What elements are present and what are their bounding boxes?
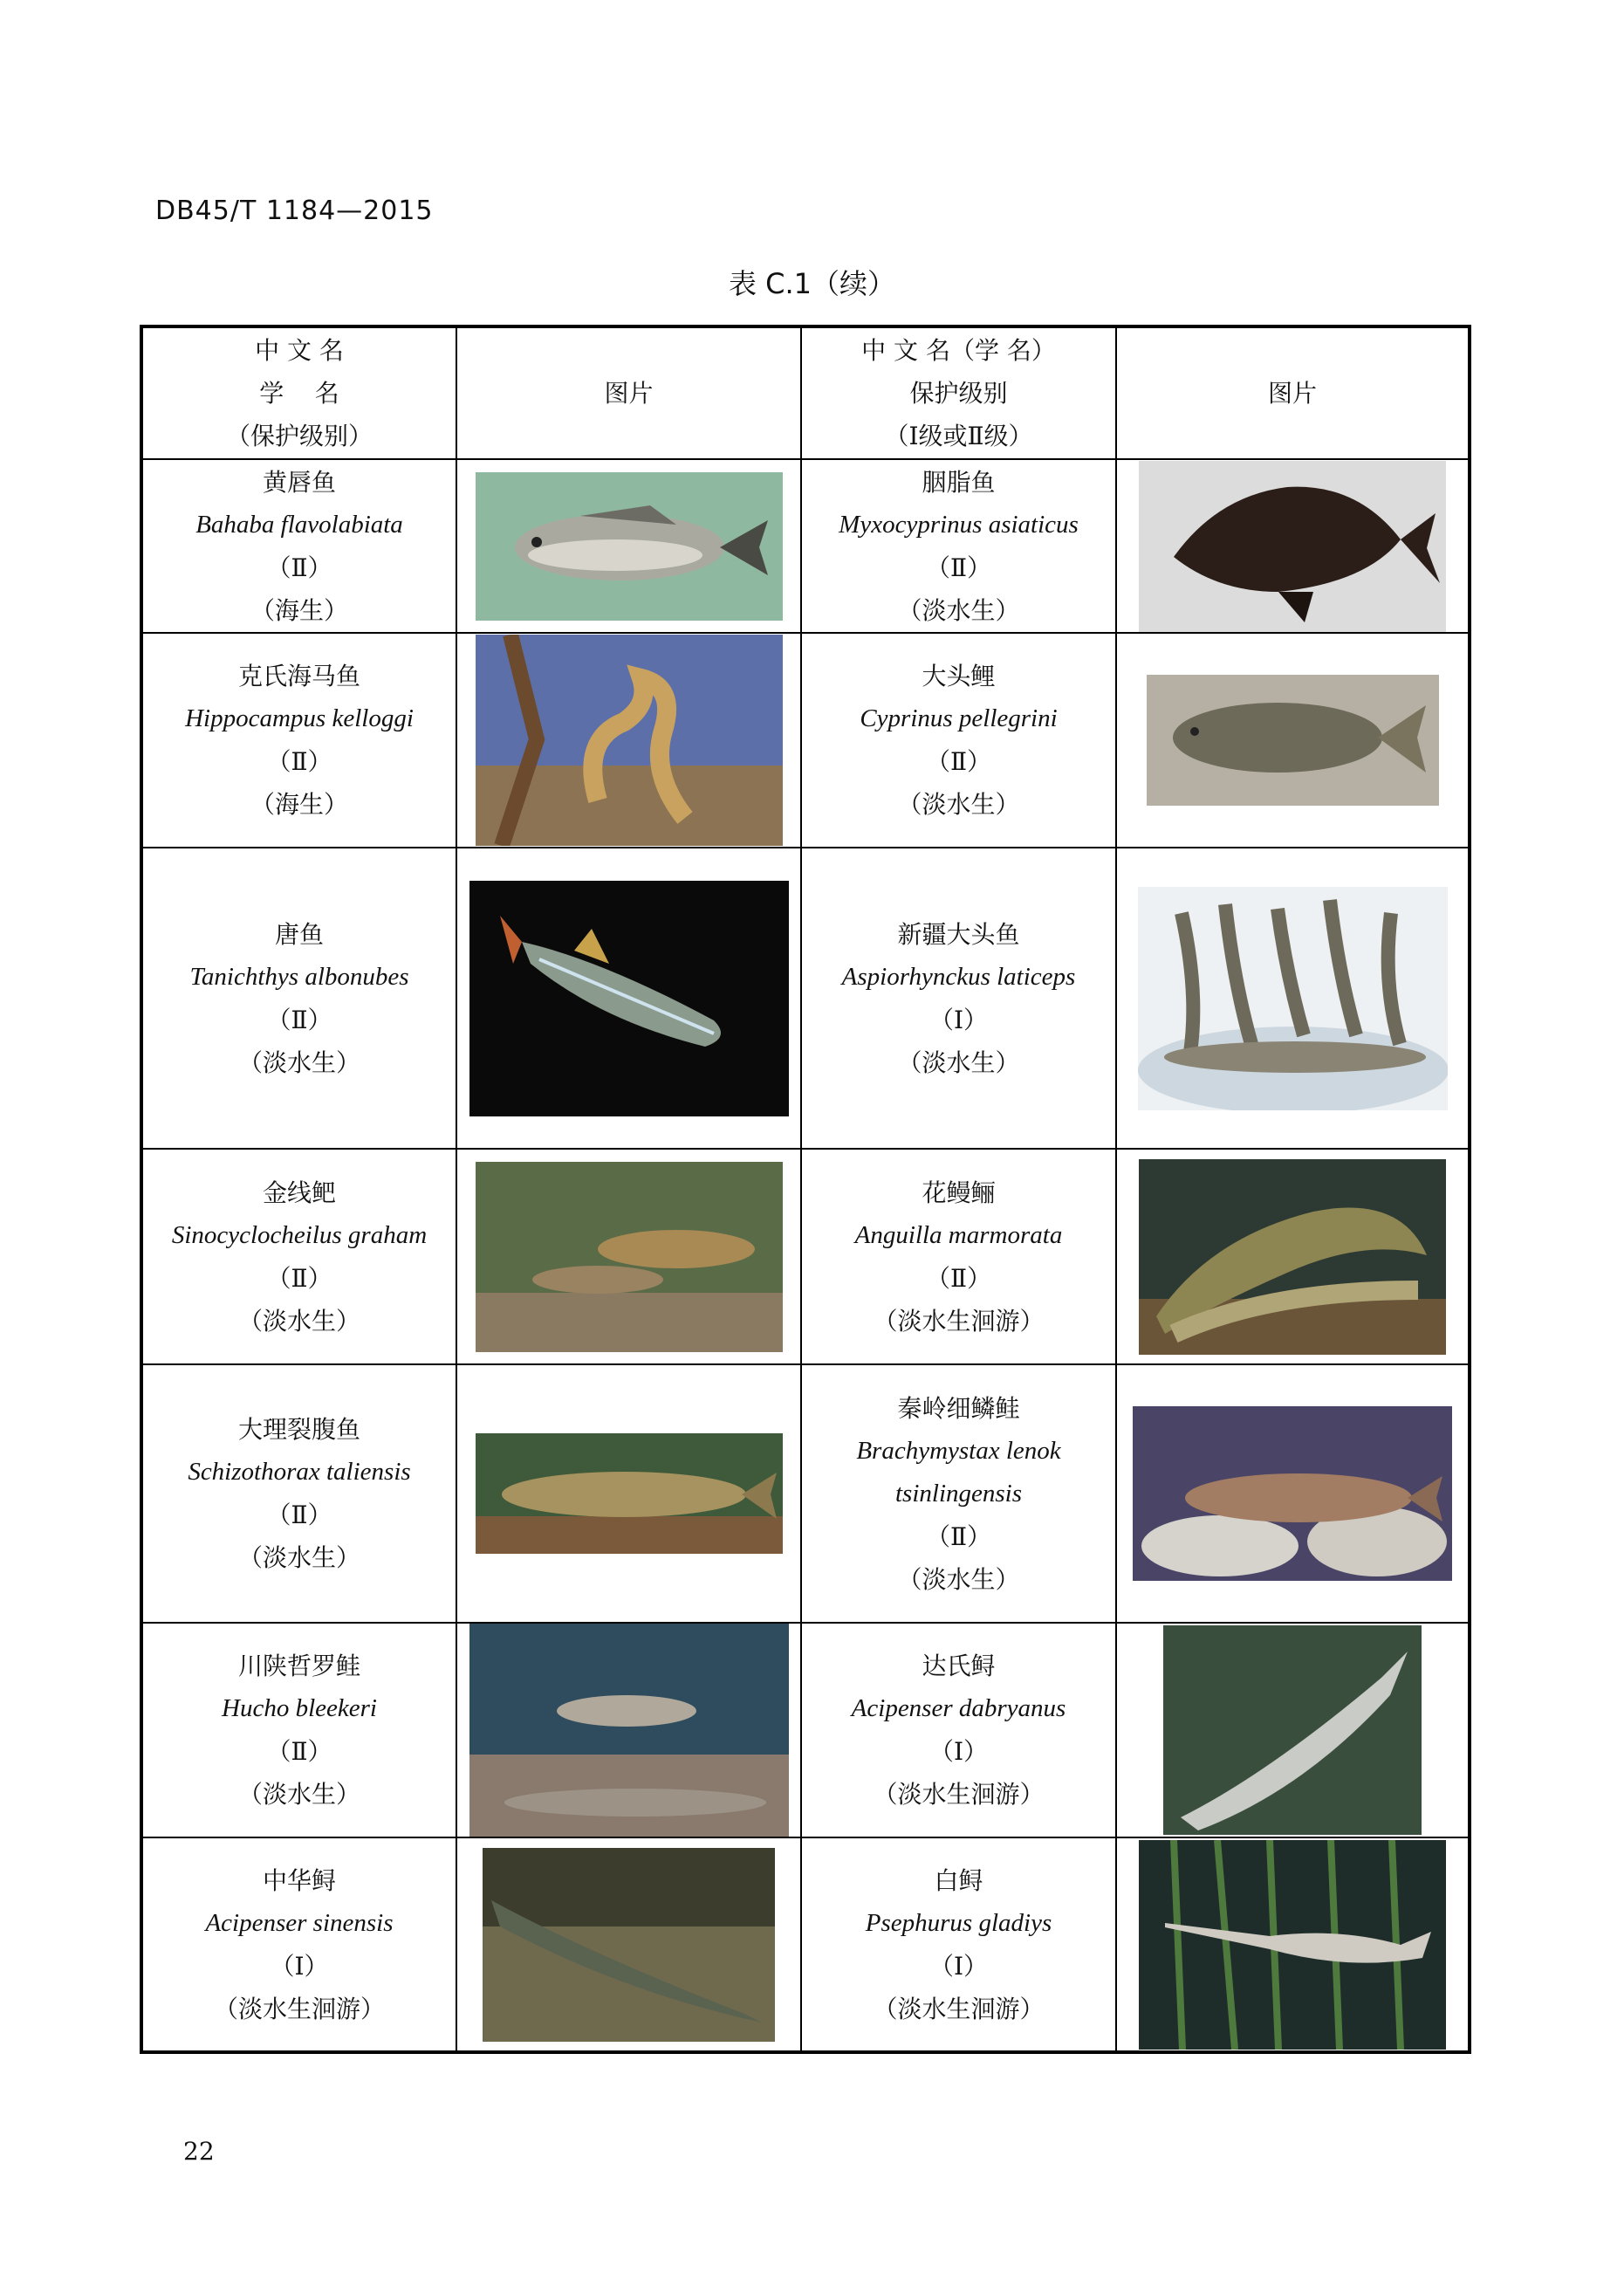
species-photo-golden-line-barbel xyxy=(476,1162,783,1352)
chinese-name: 达氏鲟 xyxy=(922,1652,996,1680)
species-photo-chinese-sturgeon xyxy=(483,1848,775,2042)
species-photo-marbled-eel xyxy=(1139,1159,1446,1355)
photo-cell xyxy=(456,633,801,848)
chinese-name: 秦岭细鳞鲑 xyxy=(897,1393,1020,1423)
page-number: 22 xyxy=(183,2137,215,2166)
chinese-name: 唐鱼 xyxy=(274,919,324,949)
habitat: （淡水生洄游） xyxy=(873,1994,1045,2023)
protection-level: （Ⅱ） xyxy=(266,553,332,582)
chinese-name: 川陕哲罗鲑 xyxy=(237,1652,360,1680)
table-row xyxy=(141,1623,1470,1837)
species-name-cell xyxy=(801,848,1116,1149)
photo-cell xyxy=(456,848,801,1149)
species-photo-dali-schizothoracine xyxy=(476,1433,783,1554)
table-header-row xyxy=(141,326,1470,459)
species-name-cell xyxy=(141,633,456,848)
scientific-name: Hippocampus kelloggi xyxy=(185,704,414,732)
protection-level: （Ⅱ） xyxy=(266,1501,332,1529)
habitat: （淡水生） xyxy=(897,595,1020,625)
species-name-cell xyxy=(141,459,456,633)
protection-level: （Ⅰ） xyxy=(928,1951,989,1981)
species-photo-minnow xyxy=(469,881,789,1116)
protection-level: （Ⅱ） xyxy=(925,1263,992,1293)
scientific-name: Tanichthys albonubes xyxy=(189,962,409,991)
header-line: 中 文 名（学 名） xyxy=(861,336,1056,365)
photo-cell xyxy=(1116,633,1470,848)
habitat: （淡水生） xyxy=(897,1047,1020,1077)
species-photo-xinjiang-bighead xyxy=(1138,887,1448,1110)
scientific-name: Sinocyclocheilus graham xyxy=(171,1220,428,1249)
scientific-name: Myxocyprinus asiaticus xyxy=(839,510,1079,539)
scientific-name: Cyprinus pellegrini xyxy=(860,704,1058,732)
habitat: （淡水生） xyxy=(237,1047,360,1077)
photo-cell xyxy=(1116,1837,1470,2052)
scientific-name: Bahaba flavolabiata xyxy=(195,510,403,539)
species-name-cell xyxy=(801,459,1116,633)
species-name-cell xyxy=(141,1623,456,1837)
photo-cell xyxy=(1116,848,1470,1149)
header-left-name xyxy=(141,326,456,459)
photo-cell xyxy=(1116,459,1470,633)
habitat: （淡水生洄游） xyxy=(213,1994,385,2023)
species-name-cell xyxy=(141,1837,456,2052)
chinese-name: 中华鲟 xyxy=(262,1865,336,1895)
species-name-cell xyxy=(141,848,456,1149)
header-right-name xyxy=(801,326,1116,459)
header-line: （保护级别） xyxy=(225,422,373,450)
chinese-name: 黄唇鱼 xyxy=(262,467,336,497)
header-line: （Ⅰ级或Ⅱ级） xyxy=(884,422,1033,450)
protection-level: （Ⅱ） xyxy=(925,553,992,582)
habitat: （海生） xyxy=(250,790,348,819)
protection-level: （Ⅱ） xyxy=(925,1521,992,1551)
species-name-cell xyxy=(141,1149,456,1364)
chinese-name: 花鳗鲡 xyxy=(922,1178,996,1207)
chinese-name: 大理裂腹鱼 xyxy=(237,1415,360,1444)
header-line: 学 名 xyxy=(259,379,339,408)
table-row xyxy=(141,848,1470,1149)
species-photo-seahorse xyxy=(476,635,783,846)
table-row xyxy=(141,1364,1470,1623)
species-name-cell xyxy=(801,1837,1116,2052)
photo-cell xyxy=(456,1364,801,1623)
photo-cell xyxy=(1116,1149,1470,1364)
species-name-cell xyxy=(141,1364,456,1623)
chinese-name: 大头鲤 xyxy=(922,662,996,690)
protection-level: （Ⅱ） xyxy=(925,747,992,776)
protection-level: （Ⅱ） xyxy=(266,1263,332,1293)
protection-level: （Ⅱ） xyxy=(266,1737,332,1766)
header-right-photo: 图片 xyxy=(1116,326,1470,459)
chinese-name: 白鲟 xyxy=(934,1865,983,1895)
species-photo-chinese-sucker xyxy=(1139,461,1446,632)
protection-level: （Ⅰ） xyxy=(270,1951,329,1981)
protection-level: （Ⅰ） xyxy=(928,1737,989,1766)
species-name-cell xyxy=(801,1364,1116,1623)
habitat: （淡水生） xyxy=(897,790,1020,819)
scientific-name: Aspiorhynckus laticeps xyxy=(841,962,1076,991)
chinese-name: 胭脂鱼 xyxy=(922,467,996,497)
photo-cell xyxy=(456,1837,801,2052)
species-name-cell xyxy=(801,1623,1116,1837)
species-photo-yellow-lip-croaker xyxy=(476,472,783,621)
photo-cell xyxy=(1116,1623,1470,1837)
habitat: （淡水生） xyxy=(237,1306,360,1336)
species-name-cell xyxy=(801,1149,1116,1364)
species-table xyxy=(140,325,1471,2054)
habitat: （淡水生洄游） xyxy=(873,1306,1045,1336)
photo-cell xyxy=(456,459,801,633)
habitat: （海生） xyxy=(250,595,348,625)
protection-level: （Ⅰ） xyxy=(928,1005,989,1034)
photo-cell xyxy=(1116,1364,1470,1623)
chinese-name: 克氏海马鱼 xyxy=(237,662,360,690)
habitat: （淡水生） xyxy=(237,1543,360,1572)
header-line: 保护级别 xyxy=(909,379,1008,408)
protection-level: （Ⅱ） xyxy=(266,1005,332,1034)
species-photo-sichuan-taimen xyxy=(469,1624,789,1837)
header-left-photo: 图片 xyxy=(456,326,801,459)
habitat: （淡水生） xyxy=(237,1780,360,1809)
scientific-name: Psephurus gladiys xyxy=(865,1908,1052,1937)
species-photo-qinling-lenok xyxy=(1133,1406,1452,1581)
protection-level: （Ⅱ） xyxy=(266,747,332,776)
species-photo-dabry-sturgeon xyxy=(1163,1625,1422,1835)
photo-cell xyxy=(456,1149,801,1364)
photo-cell xyxy=(456,1623,801,1837)
table-row xyxy=(141,1837,1470,2052)
habitat: （淡水生） xyxy=(897,1564,1020,1594)
species-photo-bighead-carp xyxy=(1147,675,1439,806)
species-name-cell xyxy=(801,633,1116,848)
scientific-name: Schizothorax taliensis xyxy=(188,1458,411,1486)
scientific-name: Acipenser dabryanus xyxy=(851,1694,1066,1722)
scientific-name: Brachymystax lenok xyxy=(856,1436,1061,1465)
document-code: DB45/T 1184—2015 xyxy=(155,196,434,226)
table-row xyxy=(141,633,1470,848)
scientific-name: Hucho bleekeri xyxy=(222,1694,377,1722)
chinese-name: 新疆大头鱼 xyxy=(897,919,1020,949)
table-row xyxy=(141,459,1470,633)
habitat: （淡水生洄游） xyxy=(873,1780,1045,1809)
table-caption: 表 C.1（续） xyxy=(728,267,896,300)
chinese-name: 金线鲃 xyxy=(262,1178,336,1207)
species-photo-chinese-paddlefish xyxy=(1139,1840,1446,2050)
scientific-name-line-2: tsinlingensis xyxy=(894,1479,1022,1507)
header-line: 中 文 名 xyxy=(255,336,344,365)
scientific-name: Anguilla marmorata xyxy=(854,1220,1063,1249)
table-row xyxy=(141,1149,1470,1364)
scientific-name: Acipenser sinensis xyxy=(205,1908,394,1937)
